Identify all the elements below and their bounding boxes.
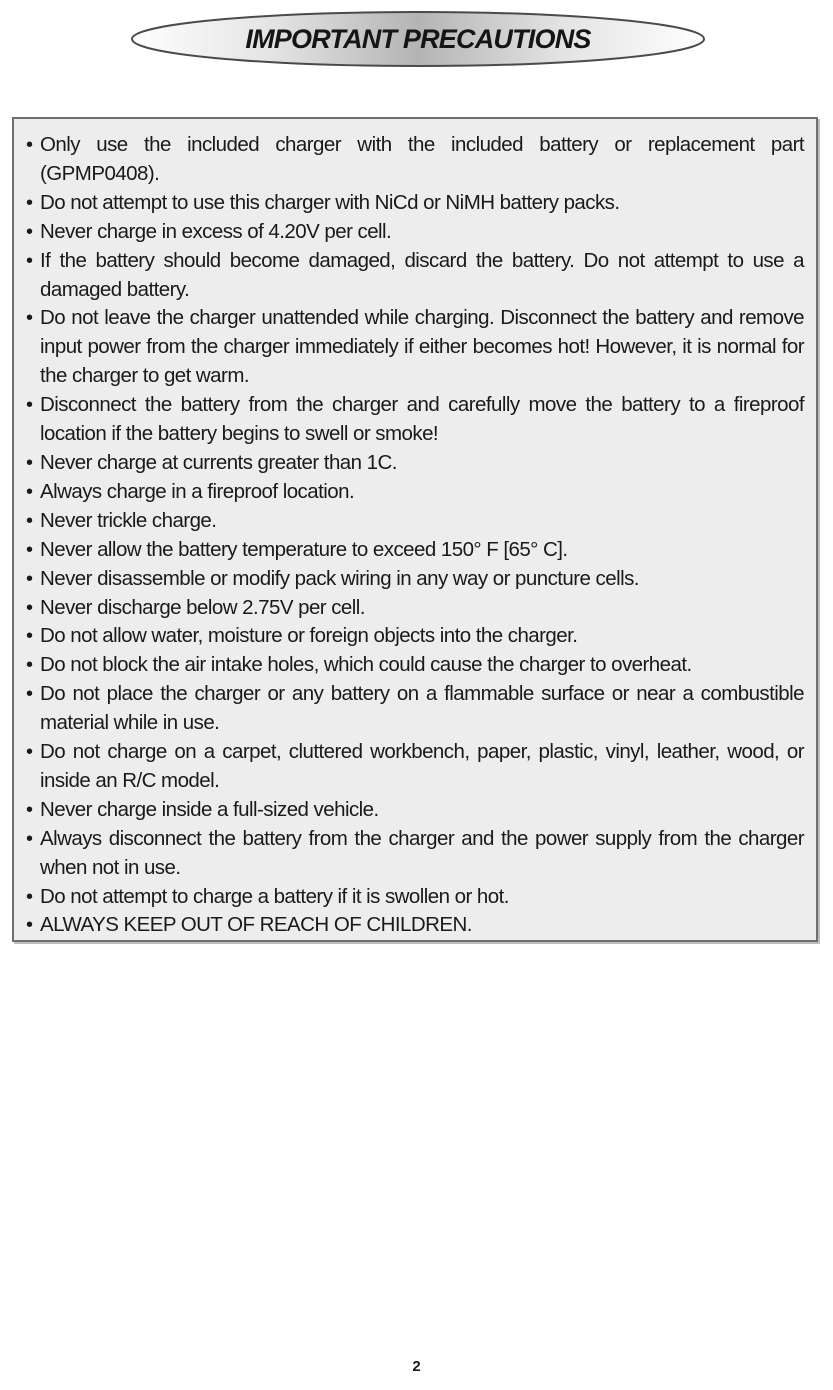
precaution-text: Never allow the battery temperature to exceed 150° F [65° C].	[40, 537, 568, 561]
precaution-item	[26, 449, 804, 478]
precaution-text: Only use the included charger with the included battery or replacement part (GPMP0408).	[40, 133, 804, 185]
bullet-icon: •	[26, 683, 33, 706]
precaution-text: Do not charge on a carpet, cluttered workbench, paper, plastic, vinyl, leather, wood, or inside an R/C model.	[40, 740, 804, 792]
bullet-icon: •	[26, 307, 33, 330]
precaution-item	[26, 391, 804, 449]
precaution-item	[26, 565, 804, 594]
precaution-text: Never charge inside a full-sized vehicle.	[40, 797, 379, 821]
bullet-icon: •	[26, 394, 33, 417]
bullet-icon: •	[26, 625, 33, 648]
precaution-text: Never trickle charge.	[40, 508, 217, 532]
precaution-text: Do not attempt to charge a battery if it is swollen or hot.	[40, 884, 509, 908]
precaution-item	[26, 680, 804, 738]
precaution-item	[26, 594, 804, 623]
precaution-text: Always charge in a fireproof location.	[40, 479, 355, 503]
precaution-text: If the battery should become damaged, discard the battery. Do not attempt to use a damaged battery.	[40, 248, 804, 301]
precaution-text: Do not attempt to use this charger with NiCd or NiMH battery packs.	[40, 190, 620, 214]
bullet-icon: •	[26, 567, 33, 590]
precaution-text: Never charge at currents greater than 1C.	[40, 450, 397, 474]
page-title: IMPORTANT PRECAUTIONS	[245, 24, 591, 54]
precaution-item	[26, 825, 804, 883]
title-banner	[130, 10, 706, 68]
precaution-item	[26, 478, 804, 507]
precaution-item	[26, 738, 804, 796]
bullet-icon: •	[26, 538, 33, 561]
precaution-text: Do not leave the charger unattended while charging. Disconnect the battery and remove input power from the charger immediately if either becomes hot! However, it is normal for the charger to get warm.	[40, 306, 804, 388]
precaution-item	[26, 911, 804, 940]
bullet-icon: •	[26, 134, 33, 156]
precaution-item	[26, 304, 804, 391]
bullet-icon: •	[26, 480, 33, 503]
precaution-item	[26, 536, 804, 565]
precaution-item	[26, 622, 804, 651]
precaution-text: Never charge in excess of 4.20V per cell.	[40, 219, 392, 243]
precautions-box	[12, 117, 818, 942]
precaution-item	[26, 247, 804, 305]
bullet-icon: •	[26, 827, 33, 850]
precaution-item	[26, 218, 804, 247]
precaution-text: Always disconnect the battery from the charger and the power supply from the charger when not in use.	[40, 826, 804, 879]
precaution-item	[26, 796, 804, 825]
precaution-text: Do not allow water, moisture or foreign objects into the charger.	[40, 624, 578, 648]
bullet-icon: •	[26, 220, 33, 243]
bullet-icon: •	[26, 191, 33, 214]
precautions-list	[26, 131, 804, 940]
bullet-icon: •	[26, 249, 33, 272]
precaution-item	[26, 507, 804, 536]
page-number: 2	[412, 1358, 421, 1375]
bullet-icon: •	[26, 509, 33, 532]
precaution-item	[26, 189, 804, 218]
bullet-icon: •	[26, 451, 33, 474]
precaution-item	[26, 883, 804, 912]
bullet-icon: •	[26, 798, 33, 821]
precaution-text: Disconnect the battery from the charger and carefully move the battery to a fireproof location if the battery begins to swell or smoke!	[40, 393, 804, 446]
bullet-icon: •	[26, 596, 33, 619]
precaution-text: Never disassemble or modify pack wiring in any way or puncture cells.	[40, 566, 639, 590]
bullet-icon: •	[26, 741, 33, 764]
precaution-text: Do not block the air intake holes, which could cause the charger to overheat.	[40, 653, 692, 677]
precaution-text: ALWAYS KEEP OUT OF REACH OF CHILDREN.	[40, 913, 472, 937]
precaution-item	[26, 131, 804, 189]
precaution-item	[26, 651, 804, 680]
bullet-icon: •	[26, 914, 33, 937]
precaution-text: Do not place the charger or any battery on a flammable surface or near a combustible material while in use.	[40, 682, 804, 735]
precaution-text: Never discharge below 2.75V per cell.	[40, 595, 365, 619]
bullet-icon: •	[26, 885, 33, 908]
bullet-icon: •	[26, 654, 33, 677]
